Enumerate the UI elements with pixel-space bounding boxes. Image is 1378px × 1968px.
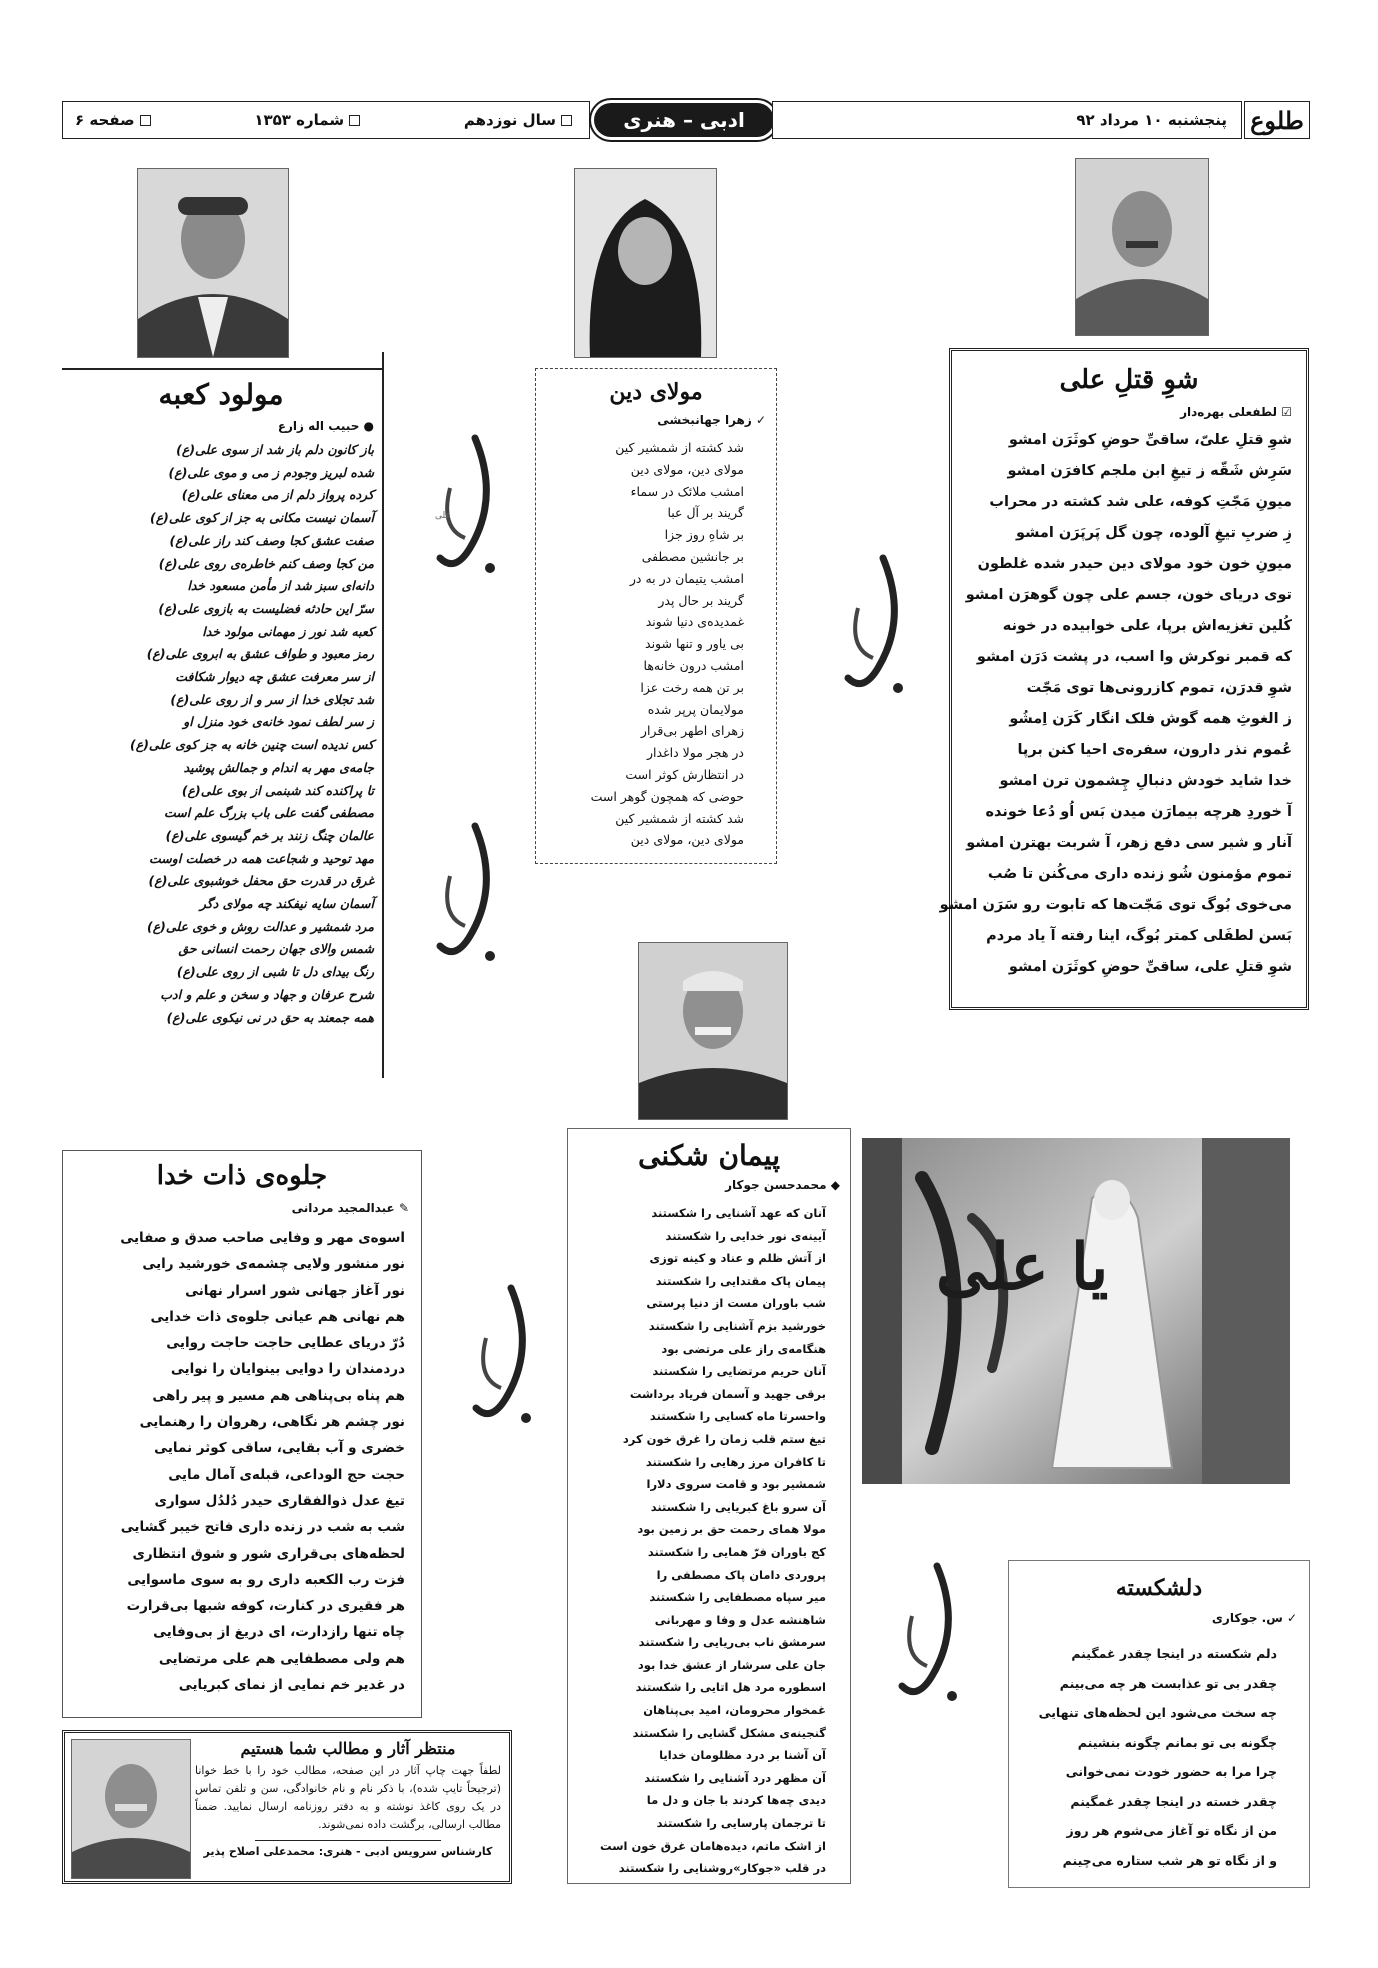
poem-shab-qatl-ali [939,348,1309,1010]
header-page: صفحه ۶ [75,111,156,129]
poem-line: غمخوار محرومان، امید بی‌پناهان [643,1703,826,1718]
poem-author: ✎ عبدالمجید مردانی [291,1201,409,1215]
poem-line: توی دریای خون، جسم علی چون گوهرَن امشو [965,587,1292,603]
poem-line: شب به شب در زنده داری فاتح خیبر گشایی [120,1519,405,1536]
poem-line: بر شاهِ روز جزا [664,527,744,543]
poem-line: شاهنشه عدل و وفا و مهربانی [654,1612,826,1627]
notice-body: لطفاً جهت چاپ آثار در این صفحه، مطالب خود را با خط خوانا (ترجیحاً تایپ شده)، با ذکر نام و نام خانوادگی، سن و تلفن تماس در یک روی کاغذ نوشته و به دفتر روزنامه ارسال نمایید. ضمناً مطالب ارسالی، برگشت داده نمی‌شوند. [195,1764,501,1831]
poem-title: مولود کعبه [158,378,284,411]
poem-line: کُلین تغزیه‌اش برپا، علی خوابیده در خونه [1002,618,1292,634]
poem-line: می‌خوی بُوگ توی مَجّت‌ها که تابوت رو سَرَن امشو [939,897,1292,913]
poem-line: چه سخت می‌شود این لحظه‌های تنهایی [1038,1705,1277,1720]
poem-line: پیمان پاک مقتدایی را شکستند [655,1273,826,1288]
header-year: سال نوزدهم [464,111,577,129]
poem-author: ✓ س. جوکاری [1211,1611,1297,1625]
header-right-bar [772,101,1242,139]
svg-text:علی: علی [435,511,451,521]
poem-line: مولا همای رحمت حق بر زمین بود [637,1522,826,1537]
notice-signature: کارشناس سرویس ادبی - هنری: محمدعلی اصلاح پذیر [203,1845,493,1858]
poem-line: تا ترجمان پارسایی را شکستند [656,1816,826,1831]
poem-line: هم ولی مصطفایی هم علی مرتضایی [158,1650,405,1667]
poem-line: مولای دین، مولای دین [630,461,744,477]
poem-line: چاه تنها رازدارت، ای دریغ از بی‌وفایی [153,1624,405,1641]
poem-line: مرد شمشیر و عدالت روش و خوی علی(ع) [147,918,374,934]
poem-line: از سر معرفت عشق چه دیوار شکافت [175,669,374,685]
rule-line-side [382,352,384,1078]
poem-line: کرده پرواز دلم از می معنای علی(ع) [181,487,374,503]
poem-lines [546,437,766,851]
poem-line: هم نهانی هم عیانی جلوه‌ی ذات خدایی [150,1308,405,1325]
poem-line: سرمشق ناب بی‌ریایی را شکستند [638,1635,826,1650]
poem-line: بی یاور و تنها شوند [645,636,744,652]
poem-line: تموم مؤمنون شُو زنده داری می‌کُنن تا صُب [987,866,1292,882]
poem-line: فزت رب الکعبه داری رو به سوی ماسوایی [127,1571,405,1588]
section-label: ادبی – هنری [594,103,774,137]
poem-line: در قلب «جوکار»روشنایی را شکستند [618,1861,826,1876]
poem-line: دردمندان را دوایی بینوایان را نوایی [170,1361,405,1378]
poem-line: چقدر خسته در اینجا چقدر غمگینم [1070,1793,1277,1809]
poem-title: شوِ قتلِ علی [1059,365,1199,395]
ali-calligraphy-5 [882,1556,972,1716]
poem-line: بَسن لطفَلی کمتر بُوگ، اینا رفته آ یاد مردم [986,928,1292,944]
poem-line: مهد توحید و شجاعت همه در خصلت اوست [149,850,374,866]
poem-line: گریند بر حال پدر [658,592,744,608]
poem-line: که قمبر نوکرش وا اسب، در پشت دَرَن امشو [976,649,1292,665]
poem-line: عالمان چنگ زنند بر خم گیسوی علی(ع) [165,827,374,843]
poem-line: جان علی سرشار از عشق خدا بود [637,1657,826,1672]
poem-line: هر فقیری در کنارت، کوفه شبها بی‌قرارت [126,1598,405,1615]
poem-line: تا کافران مرز رهایی را شکستند [645,1454,826,1469]
poem-line: دُرّ دریای عطایی حاجت حاجت روایی [166,1335,405,1352]
poem-line: امشب یتیمان در به در [629,570,744,586]
ya-ali-artwork [862,1138,1290,1484]
ali-calligraphy-2 [420,816,510,976]
poem-line: پروردی دامان پاک مصطفی را [656,1567,826,1582]
poem-delshekaste [1008,1560,1310,1888]
poem-line: نور چشم هر نگاهی، رهروان را رهنمایی [139,1414,405,1431]
poem-line: کس ندیده است چنین خانه به جز کوی علی(ع) [130,737,374,753]
poem-line: آن آشنا بر درد مظلومان خدایا [659,1748,826,1763]
poem-line: میر سپاه مصطفایی را شکستند [649,1590,826,1605]
poem-line: سَرِش شَقّه ز تیغِ ابن ملجم کافرَن امشو [1007,463,1292,479]
ali-calligraphy-4 [456,1278,546,1438]
poem-line: شمس والای جهان رحمت انسانی حق [178,941,374,957]
poem-line: آن سرو باغ کبریایی را شکستند [650,1499,826,1514]
newspaper-logo: طلوع [1244,101,1310,139]
poem-line: شده لبریز وجودم ز می و موی علی(ع) [168,464,374,480]
poem-line: شد کشته از شمشیر کین [615,440,744,455]
poem-line: و از نگاه تو هر شب ستاره می‌چینم [1062,1852,1277,1868]
poem-line: آنار و شیر سی دفع زهر، آ شربت بهترن امشو [966,835,1292,851]
poem-line: گنجینه‌ی مشکل گشایی را شکستند [632,1725,826,1740]
author-photo-jokar [638,942,788,1120]
poem-line: شوِ قدرَن، تموم کازرونی‌ها توی مَجّت [1026,680,1292,696]
poem-line: زهرای اطهر بی‌قرار [640,723,744,739]
poem-lines [939,425,1292,983]
poem-line: زِ ضربِ تیغِ آلوده، چون گل پَرپَرَن امشو [1016,525,1292,541]
poem-line: غرق در قدرت حق محفل خوشبوی علی(ع) [148,873,374,889]
poem-line: لحظه‌های بی‌قراری شور و شوق انتظاری [132,1545,405,1562]
poem-line: شد تجلای خدا از سر و از روی علی(ع) [170,691,374,707]
poem-line: شوِ قتلِ علی، ساقیِّ حوضِ کوثَرَن امشو [1008,959,1292,975]
poem-line: آنان که عهد آشنایی را شکستند [651,1206,826,1220]
poem-line: شد کشته از شمشیر کین [615,810,744,826]
poem-line: بر جانشین مصطفی [641,548,744,564]
poem-line: گریند بر آل عبا [667,505,744,521]
poem-line: همه جمعند به حق در نی نیکوی علی(ع) [166,1009,374,1025]
poem-mowla-din [535,368,777,864]
poem-line: دلم شکسته در اینجا چقدر غمگینم [1071,1646,1277,1661]
poem-line: از اشک ماتم، دیده‌هامان غرق خون است [600,1838,826,1853]
poem-line: آن مظهر درد آشنایی را شکستند [644,1770,826,1785]
poem-line: حجت حج الوداعی، قبله‌ی آمال مایی [168,1466,405,1483]
poem-line: مولای دین، مولای دین [630,832,744,848]
poem-line: بر تن همه رخت عزا [640,679,744,695]
poem-line: ز سر لطف نمود خانه‌ی خود منزل او [183,714,374,730]
poem-line: نور منشور ولایی چشمه‌ی خورشید رایی [142,1256,405,1273]
poem-line: جامه‌ی مهر به اندام و جمالش پوشید [183,759,374,775]
poem-line: حوضی که همچون گوهر است [590,788,744,804]
poem-lines [1021,1639,1297,1875]
ali-calligraphy-1 [420,428,510,588]
poem-line: باز کانون دلم باز شد از سوی علی(ع) [176,442,374,457]
poem-line: هم پناه بی‌پناهی هم مسیر و پیر راهی [152,1387,405,1404]
poem-line: چگونه بی تو بمانم چگونه بنشینم [1077,1734,1277,1750]
poem-line: رمز معبود و طواف عشق به ابروی علی(ع) [146,646,374,662]
poem-author: ✓ زهرا جهانبخشی [657,413,766,427]
poem-line: برقی جهید و آسمان فریاد برداشت [629,1386,826,1401]
poem-line: دانه‌ای سبز شد از مأمن مسعود خدا [187,578,374,594]
poem-line: امشب ملائک در سماء [630,483,744,499]
submission-notice [62,1730,512,1884]
poem-line: شمشیر بود و قامت سروی دلارا [646,1477,826,1492]
poem-line: هنگامه‌ی راز علی مرتضی بود [661,1341,826,1356]
poem-lines [578,1202,840,1880]
poem-line: من کجا وصف کنم خاطره‌ی روی علی(ع) [158,555,374,571]
poem-title: پیمان شکنی [638,1139,780,1172]
poem-line: صفت عشق کجا وصف کند راز علی(ع) [169,532,374,548]
poem-lines [68,439,374,1029]
poem-line: تیغ عدل ذوالفقاری حیدر دُلدُل سواری [154,1492,405,1509]
poem-line: اسطوره مرد هل اتایی را شکستند [635,1680,826,1695]
header-issue: شماره ۱۳۵۳ [254,111,365,129]
poem-line: میونِ خون خود مولای دین حیدر شده غلطون [977,556,1292,572]
poem-line: کعبه شد نور ز مهمانی مولود خدا [202,623,374,639]
poem-title: مولای دین [609,379,703,405]
poem-line: رنگ بیدای دل تا شبی از روی علی(ع) [176,964,374,980]
poem-author: ◆ محمدحسن جوکار [725,1178,840,1192]
poem-line: من از نگاه تو آغاز می‌شوم هر روز [1066,1823,1277,1838]
notice-divider [255,1840,441,1841]
poem-lines [75,1225,409,1698]
poem-line: آ خوردِ هرچه بیمارَن میدن بَس اُو دُعا خونده [985,804,1292,820]
author-photo-zare [137,168,289,358]
notice-title: منتظر آثار و مطالب شما هستیم [240,1739,456,1758]
rule-line-top [62,368,382,370]
poem-line: کج باوران فرّ همایی را شکستند [647,1544,826,1559]
header-left-bar [62,101,590,139]
poem-line: میونِ مَجّتِ کوفه، علی شد کشته در محراب [989,494,1292,510]
poem-title: دلشکسته [1115,1575,1203,1601]
poem-line: واحسرتا ماه کسایی را شکستند [649,1409,826,1424]
poem-line: شوِ قتلِ علیّ، ساقیِّ حوضِ کوثَرَن امشو [1008,432,1292,448]
poem-title: جلوه‌ی ذات خدا [156,1161,328,1191]
poem-line: دیدی چه‌ها کردند با جان و دل ما [646,1793,826,1808]
poem-line: شرح عرفان و جهاد و سخن و علم و ادب [160,986,374,1002]
poem-line: چرا مرا به حضور خودت نمی‌خوانی [1065,1764,1277,1779]
poem-line: از آتش ظلم و عناد و کینه توزی [649,1251,826,1266]
poem-line: آسمان سایه نیفکند چه مولای دگر [199,896,374,912]
poem-line: در هجر مولا داغدار [646,745,744,761]
ali-calligraphy-3 [828,548,918,708]
poem-line: مصطفی گفت علی باب بزرگ علم است [164,805,374,821]
poem-peyman-shekani [567,1128,851,1884]
poem-line: آیینه‌ی نور خدایی را شکستند [665,1228,826,1243]
poem-mowlud-kaabe [64,372,378,1072]
poem-line: نور آغاز جهانی شور اسرار نهانی [185,1282,405,1299]
poem-line: شب باوران مست از دنیا پرستی [646,1296,826,1311]
poem-line: تا پراکنده کند شبنمی از بوی علی(ع) [181,782,374,798]
poem-line: امشب درون خانه‌ها [643,657,744,673]
poem-line: آسمان نیست مکانی به جز از کوی علی(ع) [149,510,374,526]
poem-line: سرّ این حادثه فضلیست به بازوی علی(ع) [158,600,374,616]
poem-line: در غدیر خم نمایی از نمای کبریایی [178,1677,405,1694]
author-photo-jahanbakhshi [574,168,717,358]
header-date: پنجشنبه ۱۰ مرداد ۹۲ [1076,111,1227,129]
poem-jelve-zat-khoda [62,1150,422,1718]
poem-author: ● حبیب اله زارع [277,419,374,433]
author-photo-bahredar [1075,158,1209,336]
poem-line: در انتظارش کوثر است [625,766,744,782]
poem-author: ☑ لطفعلی بهره‌دار [1180,405,1292,419]
poem-line: خورشید بزم آشنایی را شکستند [648,1318,826,1333]
poem-line: آنان حریم مرتضایی را شکستند [652,1364,826,1379]
poem-line: مولایمان پرپر شده [647,701,744,717]
poem-line: غمدیده‌ی دنیا شوند [645,614,744,630]
poem-line: ز الغوثِ همه گوش فلک انگار کَرَن اِمشُو [1009,711,1292,727]
poem-line: عُموم نذر دارون، سفره‌ی احیا کنن برپا [1017,742,1292,758]
ya-ali-text: یا علی [936,1230,1109,1305]
poem-line: چقدر بی تو عذابست هر چه می‌بینم [1059,1675,1277,1691]
poem-line: تیغ ستم قلب زمان را غرق خون کرد [622,1431,826,1446]
poem-line: خضری و آب بقایی، ساقی کوثر نمایی [154,1440,405,1457]
poem-line: اسوه‌ی مهر و وفایی صاحب صدق و صفایی [120,1230,405,1246]
poem-line: خدا شاید خودش دنبالِ چِشمون ترن امشو [999,773,1292,789]
editor-photo [71,1739,191,1879]
